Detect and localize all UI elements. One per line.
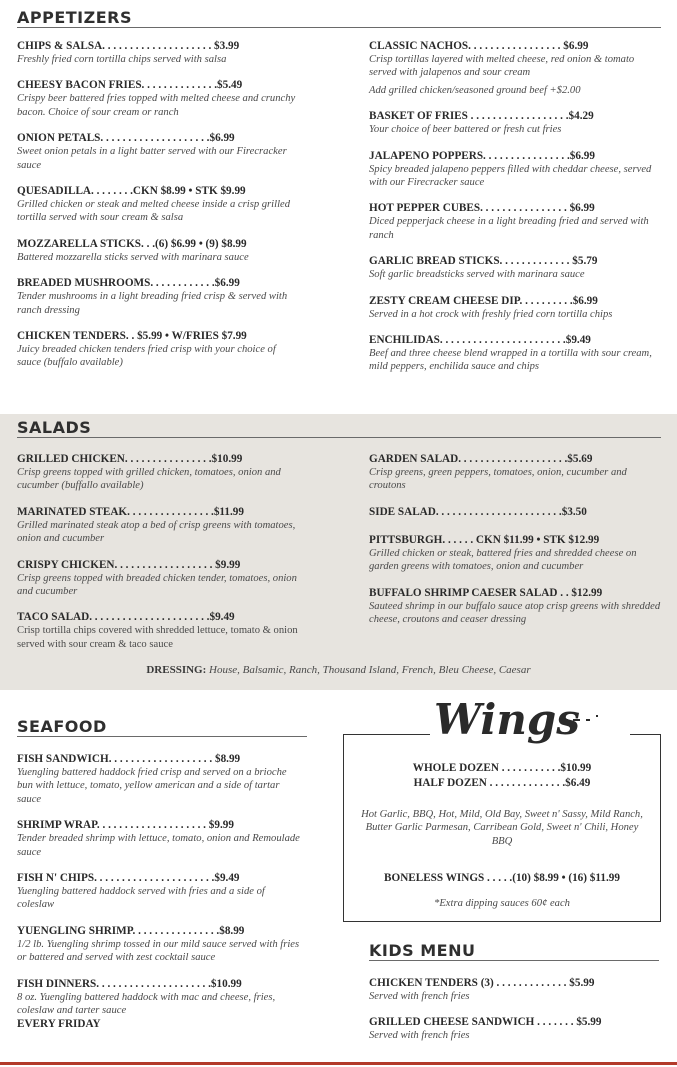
wings-logo-icon (430, 690, 630, 750)
appetizers-right-column (369, 39, 661, 386)
item-desc: Juicy breaded chicken tenders fried crisp with your choice of sauce (buffalo available) (17, 344, 276, 369)
kids-menu-divider (369, 960, 659, 961)
menu-item (369, 201, 661, 242)
item-name: ZESTY CREAM CHEESE DIP. . . . . . . . . .$6.99 (369, 294, 598, 307)
menu-item (369, 254, 661, 281)
item-name: SHRIMP WRAP. . . . . . . . . . . . . . . . . . . . $9.99 (17, 819, 234, 832)
item-name: CLASSIC NACHOS. . . . . . . . . . . . . . . . . $6.99 (369, 40, 589, 52)
wings-half-dozen: HALF DOZEN . . . . . . . . . . . . . .$6.49 (413, 777, 591, 789)
item-name: YUENGLING SHRIMP. . . . . . . . . . . . . . . .$8.99 (17, 924, 245, 937)
item-addon: Add grilled chicken/seasoned ground beef +$2.00 (369, 84, 581, 96)
item-name: ONION PETALS. . . . . . . . . . . . . . . . . . . .$6.99 (17, 132, 235, 145)
menu-item (369, 505, 661, 519)
appetizers-divider (17, 27, 661, 28)
item-desc: Grilled chicken or steak and melted cheese inside a crisp grilled tortilla served with sour cream & salsa (17, 199, 291, 224)
menu-item (17, 818, 302, 859)
menu-item (369, 586, 661, 627)
item-desc: Yuengling battered haddock served with fries and a side of coleslaw (17, 886, 265, 911)
bottom-accent-bar (0, 1062, 677, 1065)
menu-item (17, 329, 302, 370)
salads-divider (17, 437, 661, 438)
item-desc: 8 oz. Yuengling battered haddock with mac and cheese, fries, coleslaw and tarter sauce (17, 991, 276, 1017)
menu-item (369, 149, 661, 190)
menu-item (369, 452, 661, 493)
item-name: BASKET OF FRIES . . . . . . . . . . . . . . . . . .$4.29 (369, 110, 594, 123)
item-desc: Your choice of beer battered or fresh cut fries (369, 124, 562, 136)
item-desc: Served with french fries (369, 1030, 470, 1042)
item-desc: Crisp greens topped with grilled chicken, tomatoes, onion and cucumber (buffallo available) (17, 467, 281, 492)
menu-item (17, 131, 302, 172)
menu-item (17, 184, 302, 225)
menu-item (17, 237, 302, 264)
wings-flavors: Hot Garlic, BBQ, Hot, Mild, Old Bay, Sweet n' Sassy, Mild Ranch, Butter Garlic Parmesan, Carribean Gold, Sweet n' Chili, Honey BBQ (361, 809, 643, 847)
item-name: QUESADILLA. . . . . . . .CKN $8.99 • STK $9.99 (17, 185, 246, 198)
item-name: MOZZARELLA STICKS. . .(6) $6.99 • (9) $8.99 (17, 237, 247, 250)
item-desc: Crisp tortillas layered with melted cheese, red onion & tomato served with jalapenos and sour cream (369, 54, 635, 79)
seafood-column (17, 752, 302, 1043)
item-name: FISH DINNERS. . . . . . . . . . . . . . . . . . . . .$10.99 (17, 977, 242, 990)
menu-item (17, 924, 302, 965)
item-name: CHEESY BACON FRIES. . . . . . . . . . . . . .$5.49 (17, 79, 243, 92)
item-name: PITTSBURGH. . . . . . CKN $11.99 • STK $12.99 (369, 533, 600, 546)
item-name: BUFFALO SHRIMP CAESER SALAD . . $12.99 (369, 586, 603, 599)
item-name: GARDEN SALAD. . . . . . . . . . . . . . . . . . . .$5.69 (369, 453, 593, 465)
menu-item (17, 39, 302, 66)
item-desc: Grilled marinated steak atop a bed of crisp greens with tomatoes, onion and cucumber (17, 519, 296, 545)
menu-item (17, 78, 302, 119)
dressing-label: DRESSING: (146, 664, 207, 676)
item-name: TACO SALAD. . . . . . . . . . . . . . . . . . . . . .$9.49 (17, 611, 235, 624)
menu-item (17, 505, 302, 546)
menu-item (17, 752, 302, 806)
dressing-line (0, 664, 677, 676)
item-desc: Battered mozzarella sticks served with marinara sauce (17, 251, 249, 263)
item-desc: Diced pepperjack cheese in a light breading fried and served with ranch (369, 216, 649, 241)
menu-item (369, 533, 661, 574)
boneless-wings: BONELESS WINGS . . . . .(10) $8.99 • (16) $11.99 (384, 872, 620, 884)
menu-item (369, 976, 661, 1003)
menu-item (17, 871, 302, 912)
appetizers-left-column (17, 39, 302, 382)
item-name: JALAPENO POPPERS. . . . . . . . . . . . . . . .$6.99 (369, 149, 595, 162)
menu-item (17, 610, 302, 651)
item-name: HOT PEPPER CUBES. . . . . . . . . . . . . . . . $6.99 (369, 202, 595, 215)
wings-logo (430, 690, 630, 750)
item-name: CHICKEN TENDERS (3) . . . . . . . . . . . . . $5.99 (369, 977, 595, 989)
item-name: FISH N' CHIPS. . . . . . . . . . . . . . . . . . . . . .$9.49 (17, 872, 240, 885)
item-name: GARLIC BREAD STICKS. . . . . . . . . . . . . $5.79 (369, 255, 598, 268)
salads-title: SALADS (17, 418, 92, 437)
item-name: ENCHILIDAS. . . . . . . . . . . . . . . . . . . . . . .$9.49 (369, 334, 591, 347)
item-name: CRISPY CHICKEN. . . . . . . . . . . . . . . . . . $9.99 (17, 558, 241, 571)
item-name: CHICKEN TENDERS. . $5.99 • W/FRIES $7.99 (17, 330, 247, 343)
item-desc: Crisp greens, green peppers, tomatoes, onion, cucumber and croutons (369, 467, 627, 492)
salads-right-column (369, 452, 661, 638)
dressing-list: House, Balsamic, Ranch, Thousand Island, French, Bleu Cheese, Caesar (209, 664, 531, 676)
item-desc: Sauteed shrimp in our buffalo sauce atop crisp greens with shredded cheese, croutons and ceaser dressing (369, 600, 661, 626)
appetizers-title: APPETIZERS (17, 8, 133, 27)
item-desc: Crisp tortilla chips covered with shredded lettuce, tomato & onion served with sour cream & taco sauce (17, 625, 298, 650)
item-desc: Served in a hot crock with freshly fried corn tortilla chips (369, 308, 613, 320)
seafood-title: SEAFOOD (17, 717, 107, 736)
item-desc: Crisp greens topped with breaded chicken tender, tomatoes, onion and cucumber (17, 572, 297, 598)
menu-item (17, 452, 302, 493)
menu-item (17, 977, 302, 1032)
item-name: SIDE SALAD. . . . . . . . . . . . . . . . . . . . . . .$3.50 (369, 505, 587, 518)
menu-item (369, 39, 661, 97)
item-name: CHIPS & SALSA. . . . . . . . . . . . . . . . . . . . $3.99 (17, 40, 240, 52)
menu-item (369, 294, 661, 321)
item-desc: 1/2 lb. Yuengling shrimp tossed in our mild sauce served with fries or battered and served with zest cocktail sauce (17, 938, 300, 964)
item-desc: Sweet onion petals in a light batter served with our Firecracker sauce (17, 146, 287, 171)
menu-item (17, 276, 302, 317)
item-desc: Tender mushrooms in a light breading fried crisp & served with ranch dressing (17, 291, 288, 316)
salads-left-column (17, 452, 302, 663)
item-name: GRILLED CHICKEN. . . . . . . . . . . . . . . .$10.99 (17, 453, 243, 465)
kids-menu-title: KIDS MENU (369, 941, 476, 960)
item-note: EVERY FRIDAY (17, 1018, 101, 1031)
menu-item (17, 558, 302, 599)
item-desc: Soft garlic breadsticks served with marinara sauce (369, 269, 585, 281)
item-name: BREADED MUSHROOMS. . . . . . . . . . . .$6.99 (17, 277, 240, 290)
item-name: MARINATED STEAK. . . . . . . . . . . . . . . .$11.99 (17, 505, 244, 518)
item-desc: Spicy breaded jalapeno peppers filled with cheddar cheese, served with our Firecracker sauce (369, 163, 652, 189)
item-name: FISH SANDWICH. . . . . . . . . . . . . . . . . . . $8.99 (17, 753, 241, 765)
item-desc: Served with french fries (369, 991, 470, 1002)
seafood-divider (17, 736, 307, 737)
item-desc: Tender breaded shrimp with lettuce, tomato, onion and Remoulade sauce (17, 833, 300, 858)
kids-menu-column (369, 976, 661, 1055)
wings-box (343, 734, 661, 922)
item-desc: Freshly fried corn tortilla chips served with salsa (17, 54, 227, 65)
menu-item (369, 333, 661, 374)
menu-item (369, 109, 661, 136)
wings-whole-dozen: WHOLE DOZEN . . . . . . . . . . .$10.99 (412, 762, 592, 774)
item-desc: Grilled chicken or steak, battered fries and shredded cheese on garden greens with tomatoes, onion and cucumber (369, 547, 637, 573)
item-desc: Beef and three cheese blend wrapped in a tortilla with sour cream, mild peppers, enchilida sauce and chips (369, 348, 652, 373)
item-desc: Yuengling battered haddock fried crisp and served on a brioche bun with lettuce, tomato, yellow american and a side of tartar sauce (17, 767, 287, 805)
menu-item (369, 1015, 661, 1042)
item-desc: Crispy beer battered fries topped with melted cheese and crunchy bacon. Choice of sour cream or ranch (17, 93, 296, 118)
dipping-sauce-note: *Extra dipping sauces 60¢ each (434, 898, 570, 909)
item-name: GRILLED CHEESE SANDWICH . . . . . . . $5.99 (369, 1016, 602, 1029)
wings-logo-text: Wings (434, 695, 580, 744)
